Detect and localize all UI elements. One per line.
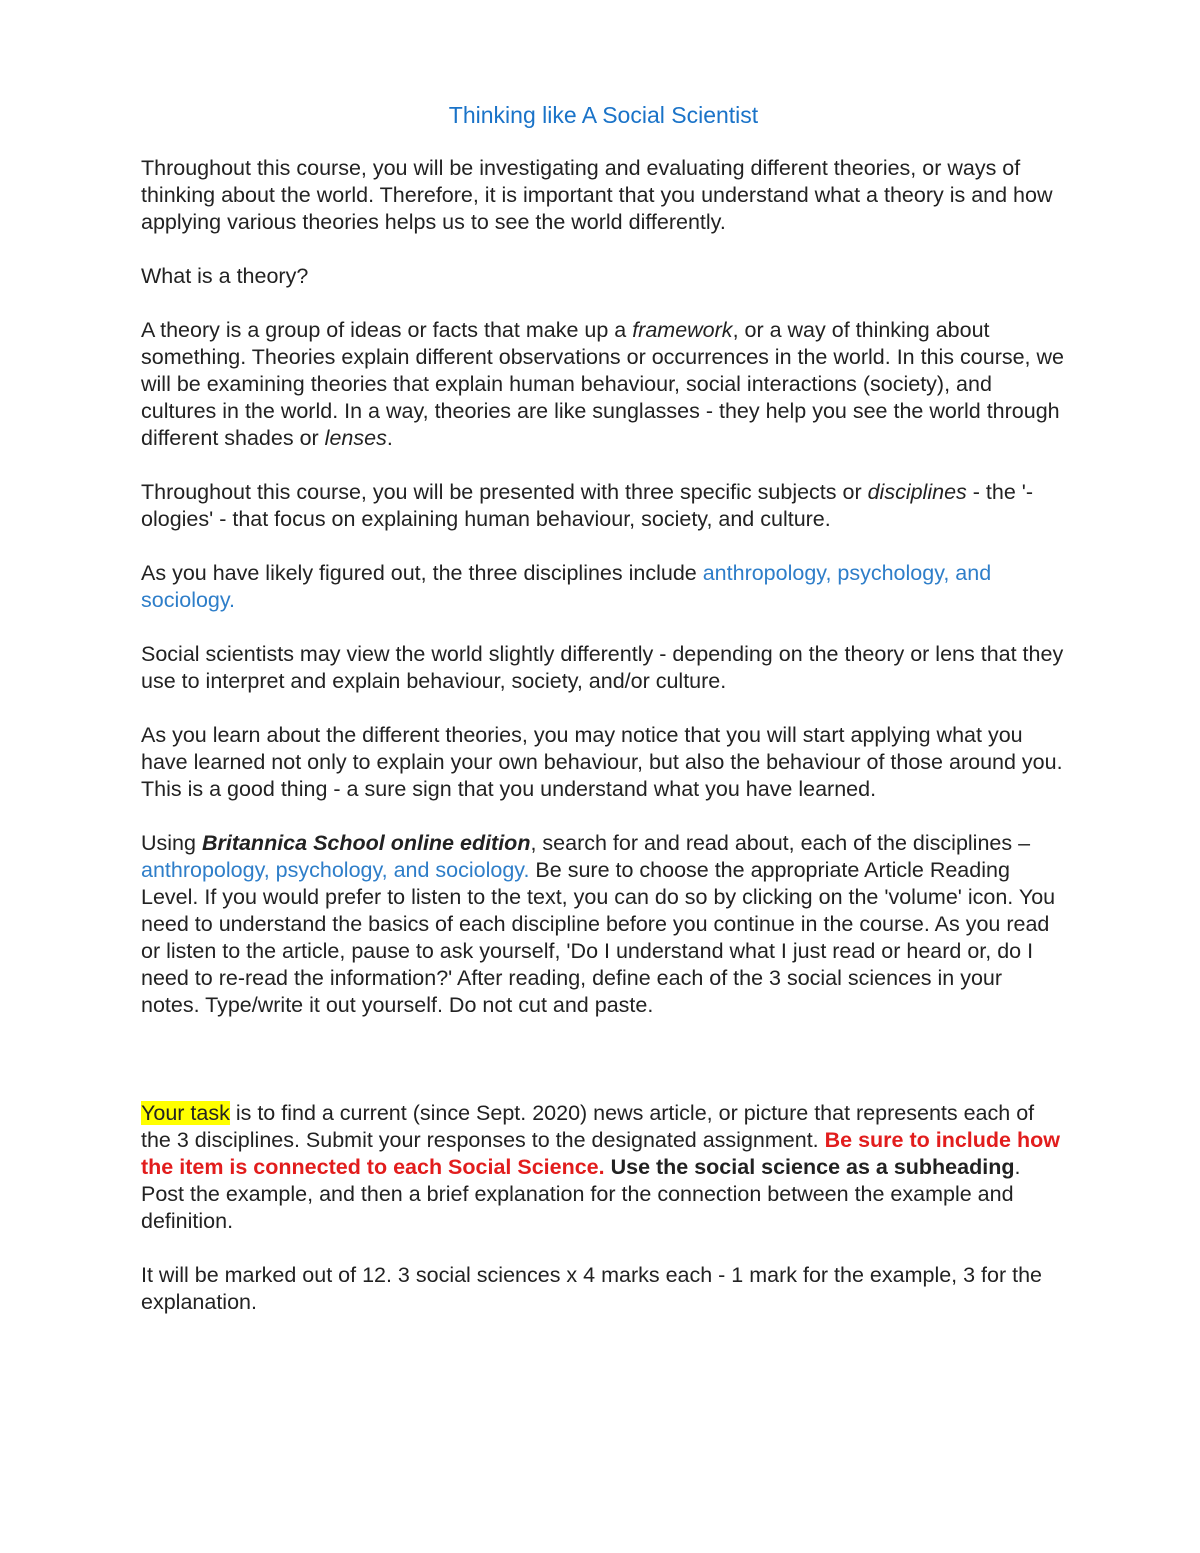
- theory-text-a: A theory is a group of ideas or facts that make up a: [141, 318, 633, 342]
- britannica-text-b: , search for and read about, each of the disciplines –: [530, 831, 1031, 855]
- theory-text-c: .: [386, 426, 393, 450]
- theory-question: What is a theory?: [141, 264, 309, 288]
- disciplines-term: disciplines: [867, 480, 967, 504]
- britannica-source: Britannica School online edition: [201, 831, 531, 855]
- britannica-text-a: Using: [141, 831, 202, 855]
- lenses-term: lenses: [324, 426, 387, 450]
- task-text-a: is to find a current (since Sept. 2020) news article, or picture that represents each of the 3 disciplines. Submit your responses to the designated assignment.: [141, 1101, 1035, 1152]
- intro-paragraph: Throughout this course, you will be investigating and evaluating different theories, or ways of thinking about the world. Therefore, it is important that you understand what a theory is and how applying various theories helps us to see the world differently.: [141, 156, 1053, 234]
- theory-definition-paragraph: [141, 317, 1066, 452]
- view-paragraph: Social scientists may view the world slightly differently - depending on the theory or lens that they use to interpret and explain behaviour, society, and/or culture.: [141, 642, 1064, 693]
- document-body: [141, 100, 1066, 1343]
- document-title: Thinking like A Social Scientist: [448, 102, 759, 128]
- subjects-text-a: Throughout this course, you will be presented with three specific subjects or: [141, 480, 868, 504]
- figured-text: As you have likely figured out, the three disciplines include: [141, 561, 703, 585]
- task-text-b: . Post the example, and then a brief explanation for the connection between the example and definition.: [141, 1155, 1021, 1233]
- blank-space: [141, 1046, 1066, 1100]
- disciplines-list: anthropology, psychology, and sociology.: [141, 561, 992, 612]
- task-highlight: Your task: [141, 1101, 230, 1125]
- framework-term: framework: [632, 318, 733, 342]
- learn-paragraph: As you learn about the different theories, you may notice that you will start applying what you have learned not only to explain your own behaviour, but also the behaviour of those around you. This is a good thing - a sure sign that you understand what you have learned.: [141, 723, 1063, 801]
- disciplines-paragraph: [141, 560, 1066, 614]
- task-red-emphasis: Be sure to include how the item is connected to each Social Science.: [141, 1128, 1060, 1179]
- britannica-text-c: Be sure to choose the appropriate Article Reading Level. If you would prefer to listen to the text, you can do so by clicking on the 'volume' icon. You need to understand the basics of each discipline before you continue in the course. As you read or listen to the article, pause to ask yourself, 'Do I understand what I just read or heard or, do I need to re-read the information?' After reading, define each of the 3 social sciences in your notes. Type/write it out yourself. Do not cut and paste.: [141, 858, 1056, 1017]
- theory-text-b: , or a way of thinking about something. Theories explain different observations or occurrences in the world. In this course, we will be examining theories that explain human behaviour, social interactions (society), and cultures in the world. In a way, theories are like sunglasses - they help you see the world through different shades or: [141, 318, 1064, 450]
- marks-paragraph: It will be marked out of 12. 3 social sciences x 4 marks each - 1 mark for the example, 3 for the explanation.: [141, 1263, 1043, 1314]
- britannica-disciplines-list: anthropology, psychology, and sociology.: [141, 858, 530, 882]
- britannica-paragraph: [141, 830, 1066, 1019]
- subjects-paragraph: [141, 479, 1066, 533]
- task-bold-instruction: Use the social science as a subheading: [604, 1155, 1015, 1179]
- task-paragraph: [141, 1100, 1066, 1235]
- subjects-text-b: - the '-ologies' - that focus on explaining human behaviour, society, and culture.: [141, 480, 1034, 531]
